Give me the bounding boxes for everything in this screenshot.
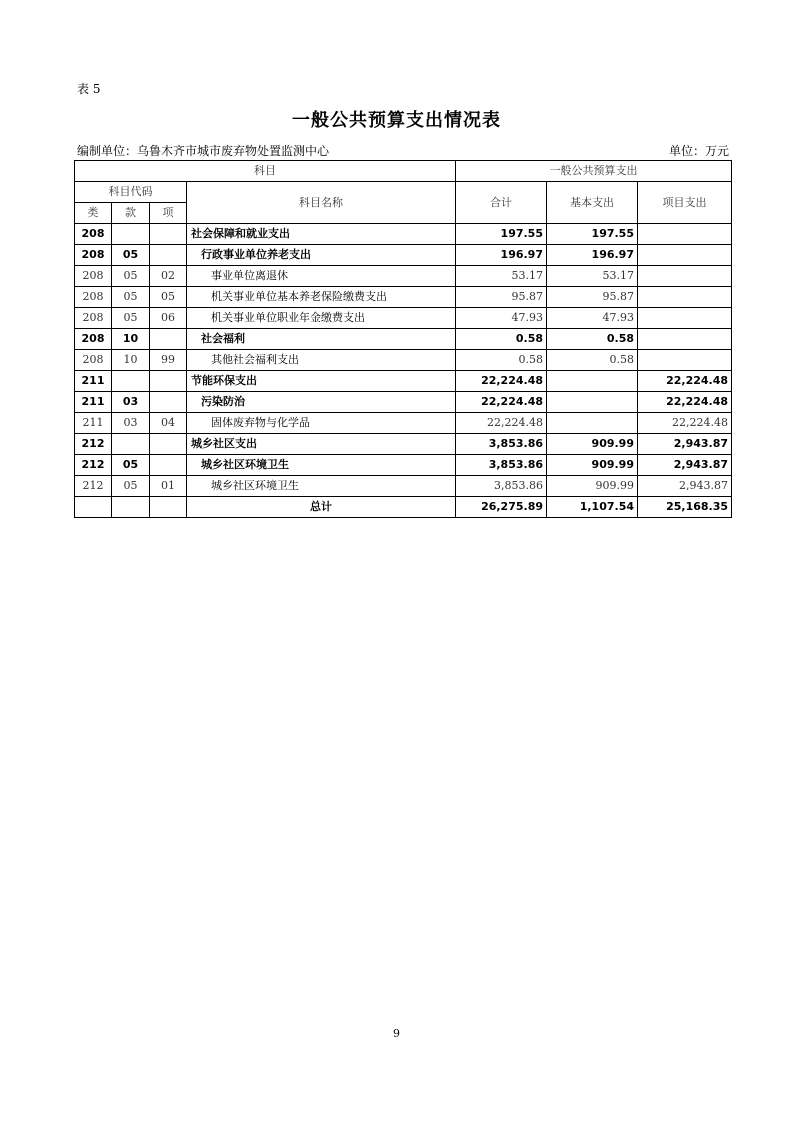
code-lei-cell: 211 [75,413,112,434]
total-cell: 22,224.48 [456,371,547,392]
currency-unit: 单位：万元 [668,144,729,158]
header-total: 合计 [456,182,547,224]
table-body [75,224,732,497]
basic-cell: 95.87 [547,287,638,308]
project-cell: 2,943.87 [638,476,732,497]
header-xiang: 项 [150,203,187,224]
table-label: 表 5 [77,82,101,96]
basic-cell [547,371,638,392]
subject-name-cell: 行政事业单位养老支出 [187,245,456,266]
project-cell [638,308,732,329]
basic-cell: 47.93 [547,308,638,329]
code-xiang-cell: 06 [150,308,187,329]
summary-basic: 1,107.54 [547,497,638,518]
code-kuan-cell: 05 [112,245,150,266]
code-lei-cell: 208 [75,350,112,371]
summary-label: 总计 [187,497,456,518]
basic-cell: 0.58 [547,329,638,350]
code-xiang-cell: 02 [150,266,187,287]
total-cell: 47.93 [456,308,547,329]
project-cell [638,266,732,287]
table-row [75,455,732,476]
code-kuan-cell: 05 [112,287,150,308]
subject-name-cell: 节能环保支出 [187,371,456,392]
subject-name-cell: 机关事业单位职业年金缴费支出 [187,308,456,329]
table-row [75,371,732,392]
table-row [75,287,732,308]
compiling-unit: 编制单位：乌鲁木齐市城市废弃物处置监测中心 [77,144,330,158]
project-cell: 22,224.48 [638,392,732,413]
header-project: 项目支出 [638,182,732,224]
basic-cell: 53.17 [547,266,638,287]
code-kuan-cell: 05 [112,476,150,497]
page-title: 一般公共预算支出情况表 [292,110,501,131]
code-xiang-cell [150,455,187,476]
subject-name-cell: 城乡社区环境卫生 [187,476,456,497]
total-cell: 196.97 [456,245,547,266]
total-cell: 95.87 [456,287,547,308]
summary-empty-cell [112,497,150,518]
code-lei-cell: 208 [75,308,112,329]
code-lei-cell: 211 [75,392,112,413]
table-row [75,413,732,434]
summary-total: 26,275.89 [456,497,547,518]
code-lei-cell: 208 [75,287,112,308]
subject-name-cell: 城乡社区支出 [187,434,456,455]
basic-cell: 909.99 [547,434,638,455]
header-name: 科目名称 [187,182,456,224]
code-xiang-cell [150,245,187,266]
code-xiang-cell [150,434,187,455]
budget-table [74,160,732,518]
table-row [75,245,732,266]
project-cell [638,245,732,266]
project-cell: 22,224.48 [638,413,732,434]
code-kuan-cell: 03 [112,392,150,413]
subject-name-cell: 污染防治 [187,392,456,413]
code-kuan-cell: 05 [112,455,150,476]
table-header [75,161,732,224]
subject-name-cell: 社会保障和就业支出 [187,224,456,245]
subject-name-cell: 其他社会福利支出 [187,350,456,371]
code-lei-cell: 208 [75,224,112,245]
table-row [75,266,732,287]
project-cell: 2,943.87 [638,455,732,476]
code-xiang-cell [150,392,187,413]
code-kuan-cell [112,434,150,455]
page-number: 9 [393,1027,400,1040]
basic-cell: 197.55 [547,224,638,245]
basic-cell: 909.99 [547,455,638,476]
total-cell: 3,853.86 [456,476,547,497]
basic-cell [547,413,638,434]
code-xiang-cell: 99 [150,350,187,371]
subject-name-cell: 固体废弃物与化学品 [187,413,456,434]
table-row [75,350,732,371]
subject-name-cell: 城乡社区环境卫生 [187,455,456,476]
total-cell: 53.17 [456,266,547,287]
total-cell: 22,224.48 [456,392,547,413]
code-kuan-cell: 10 [112,350,150,371]
subject-name-cell: 机关事业单位基本养老保险缴费支出 [187,287,456,308]
code-lei-cell: 208 [75,266,112,287]
code-kuan-cell: 05 [112,308,150,329]
project-cell [638,224,732,245]
total-cell: 3,853.86 [456,434,547,455]
table-row [75,476,732,497]
code-kuan-cell: 03 [112,413,150,434]
code-xiang-cell [150,224,187,245]
subject-name-cell: 事业单位离退休 [187,266,456,287]
code-lei-cell: 211 [75,371,112,392]
table-row [75,329,732,350]
summary-empty-cell [75,497,112,518]
table-row [75,308,732,329]
header-subject: 科目 [75,161,456,182]
project-cell [638,329,732,350]
project-cell: 2,943.87 [638,434,732,455]
code-lei-cell: 208 [75,329,112,350]
project-cell [638,350,732,371]
header-lei: 类 [75,203,112,224]
header-budget: 一般公共预算支出 [456,161,732,182]
code-kuan-cell: 05 [112,266,150,287]
total-cell: 0.58 [456,329,547,350]
basic-cell: 909.99 [547,476,638,497]
total-cell: 3,853.86 [456,455,547,476]
code-lei-cell: 208 [75,245,112,266]
table-row [75,434,732,455]
code-kuan-cell: 10 [112,329,150,350]
code-xiang-cell [150,329,187,350]
basic-cell [547,392,638,413]
code-xiang-cell: 01 [150,476,187,497]
project-cell [638,287,732,308]
total-cell: 0.58 [456,350,547,371]
total-cell: 22,224.48 [456,413,547,434]
header-kuan: 款 [112,203,150,224]
table-row [75,224,732,245]
header-code: 科目代码 [75,182,187,203]
code-xiang-cell: 05 [150,287,187,308]
code-lei-cell: 212 [75,434,112,455]
summary-row [75,497,732,518]
subject-name-cell: 社会福利 [187,329,456,350]
summary-empty-cell [150,497,187,518]
code-xiang-cell: 04 [150,413,187,434]
header-basic: 基本支出 [547,182,638,224]
project-cell: 22,224.48 [638,371,732,392]
code-kuan-cell [112,224,150,245]
total-cell: 197.55 [456,224,547,245]
code-lei-cell: 212 [75,476,112,497]
code-kuan-cell [112,371,150,392]
table-row [75,392,732,413]
code-lei-cell: 212 [75,455,112,476]
code-xiang-cell [150,371,187,392]
basic-cell: 196.97 [547,245,638,266]
basic-cell: 0.58 [547,350,638,371]
summary-project: 25,168.35 [638,497,732,518]
